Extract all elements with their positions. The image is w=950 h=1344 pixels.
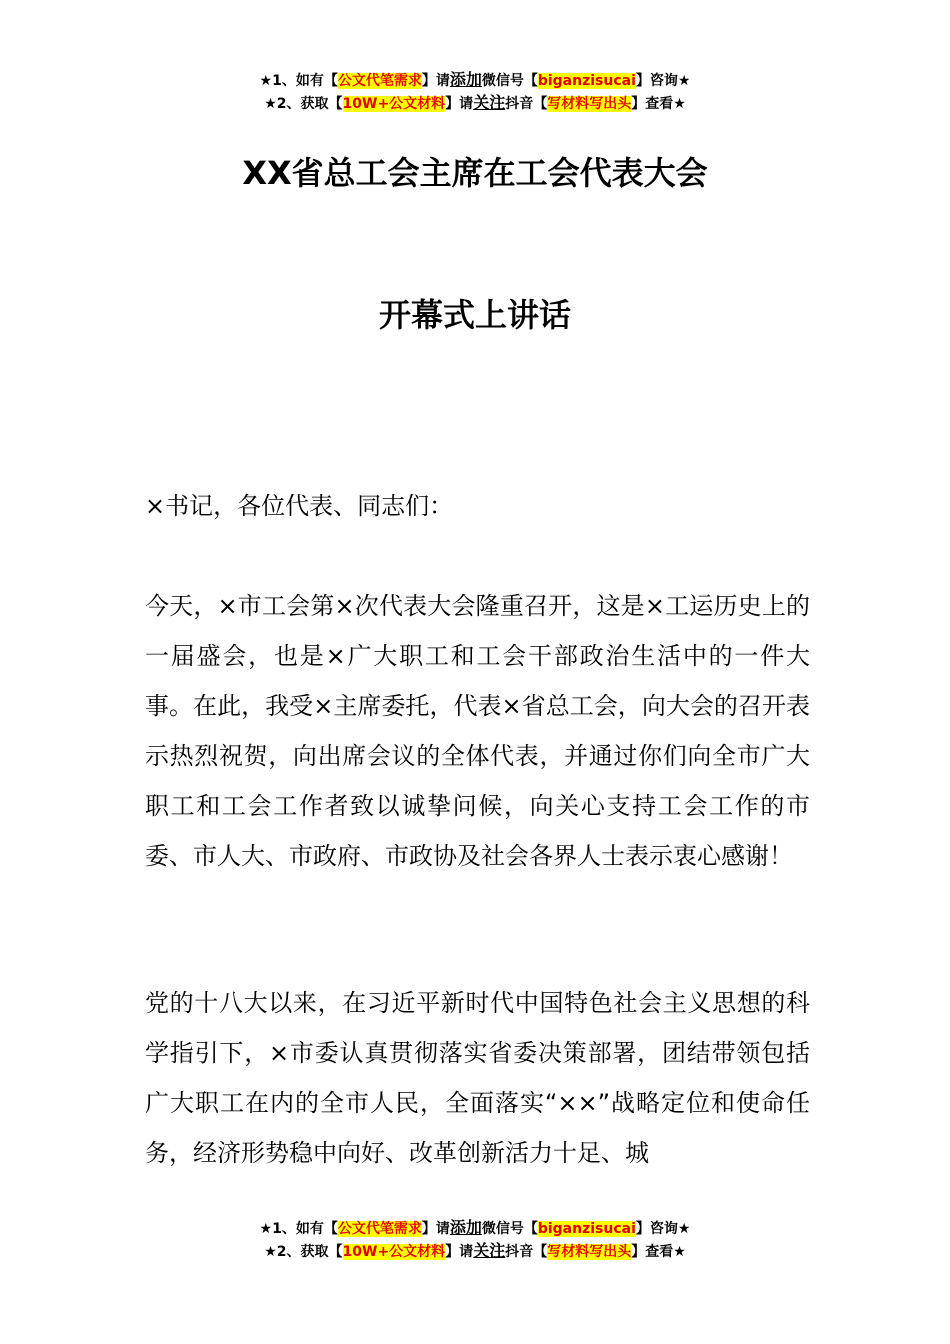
banner-text: 抖音【 — [505, 1244, 548, 1260]
banner-text: 】请 — [445, 96, 474, 112]
banner-highlight: 写材料写出头 — [547, 1244, 632, 1260]
banner-underline: 关注 — [473, 93, 506, 112]
header-banner — [0, 69, 950, 115]
banner-highlight: biganzisucai — [537, 73, 636, 89]
banner-highlight: 10W+公文材料 — [342, 1244, 446, 1260]
banner-highlight: 公文代笔需求 — [337, 1221, 422, 1237]
banner-text: ★1、如有【 — [259, 73, 338, 89]
banner-text: 】咨询★ — [635, 73, 691, 89]
banner-text: ★2、获取【 — [264, 96, 343, 112]
document-title-line-2: 开幕式上讲话 — [378, 296, 571, 334]
banner-text: 】请 — [421, 1221, 450, 1237]
paragraph-1: 今天，×市工会第×次代表大会隆重召开，这是×工运历史上的一届盛会，也是×广大职工和工会干部政治生活中的一件大事。在此，我受×主席委托，代表×省总工会，向大会的召开表示热烈祝贺，向出席会议的全体代表，并通过你们向全市广大职工和工会工作者致以诚挚问候，向关心支持工会工作的市委、市人大、市政府、市政协及社会各界人士表示衷心感谢！ — [145, 592, 810, 870]
banner-text: 】请 — [445, 1244, 474, 1260]
banner-text: 微信号【 — [481, 73, 538, 89]
banner-underline: 添加 — [449, 70, 482, 89]
salutation: ×书记，各位代表、同志们： — [145, 492, 454, 520]
banner-text: ★1、如有【 — [259, 1221, 338, 1237]
banner-text: 】咨询★ — [635, 1221, 691, 1237]
banner-highlight: 公文代笔需求 — [337, 73, 422, 89]
banner-highlight: 10W+公文材料 — [342, 96, 446, 112]
banner-line-2 — [0, 92, 950, 115]
footer-banner — [0, 1217, 950, 1263]
banner-underline: 添加 — [449, 1218, 482, 1237]
banner-text: 】请 — [421, 73, 450, 89]
banner-line-2 — [0, 1240, 950, 1263]
banner-line-1 — [0, 1217, 950, 1240]
banner-text: 】查看★ — [631, 1244, 686, 1260]
banner-line-1 — [0, 69, 950, 92]
banner-text: ★2、获取【 — [264, 1244, 343, 1260]
banner-highlight: biganzisucai — [537, 1221, 636, 1237]
paragraph-2: 党的十八大以来，在习近平新时代中国特色社会主义思想的科学指引下，×市委认真贯彻落实省委决策部署，团结带领包括广大职工在内的全市人民，全面落实“××”战略定位和使命任务，经济形势稳中向好、改革创新活力十足、城 — [145, 989, 810, 1167]
banner-text: 抖音【 — [505, 96, 548, 112]
banner-underline: 关注 — [473, 1241, 506, 1260]
document-title-line-1: XX省总工会主席在工会代表大会 — [242, 154, 708, 192]
banner-text: 】查看★ — [631, 96, 686, 112]
banner-text: 微信号【 — [481, 1221, 538, 1237]
banner-highlight: 写材料写出头 — [547, 96, 632, 112]
